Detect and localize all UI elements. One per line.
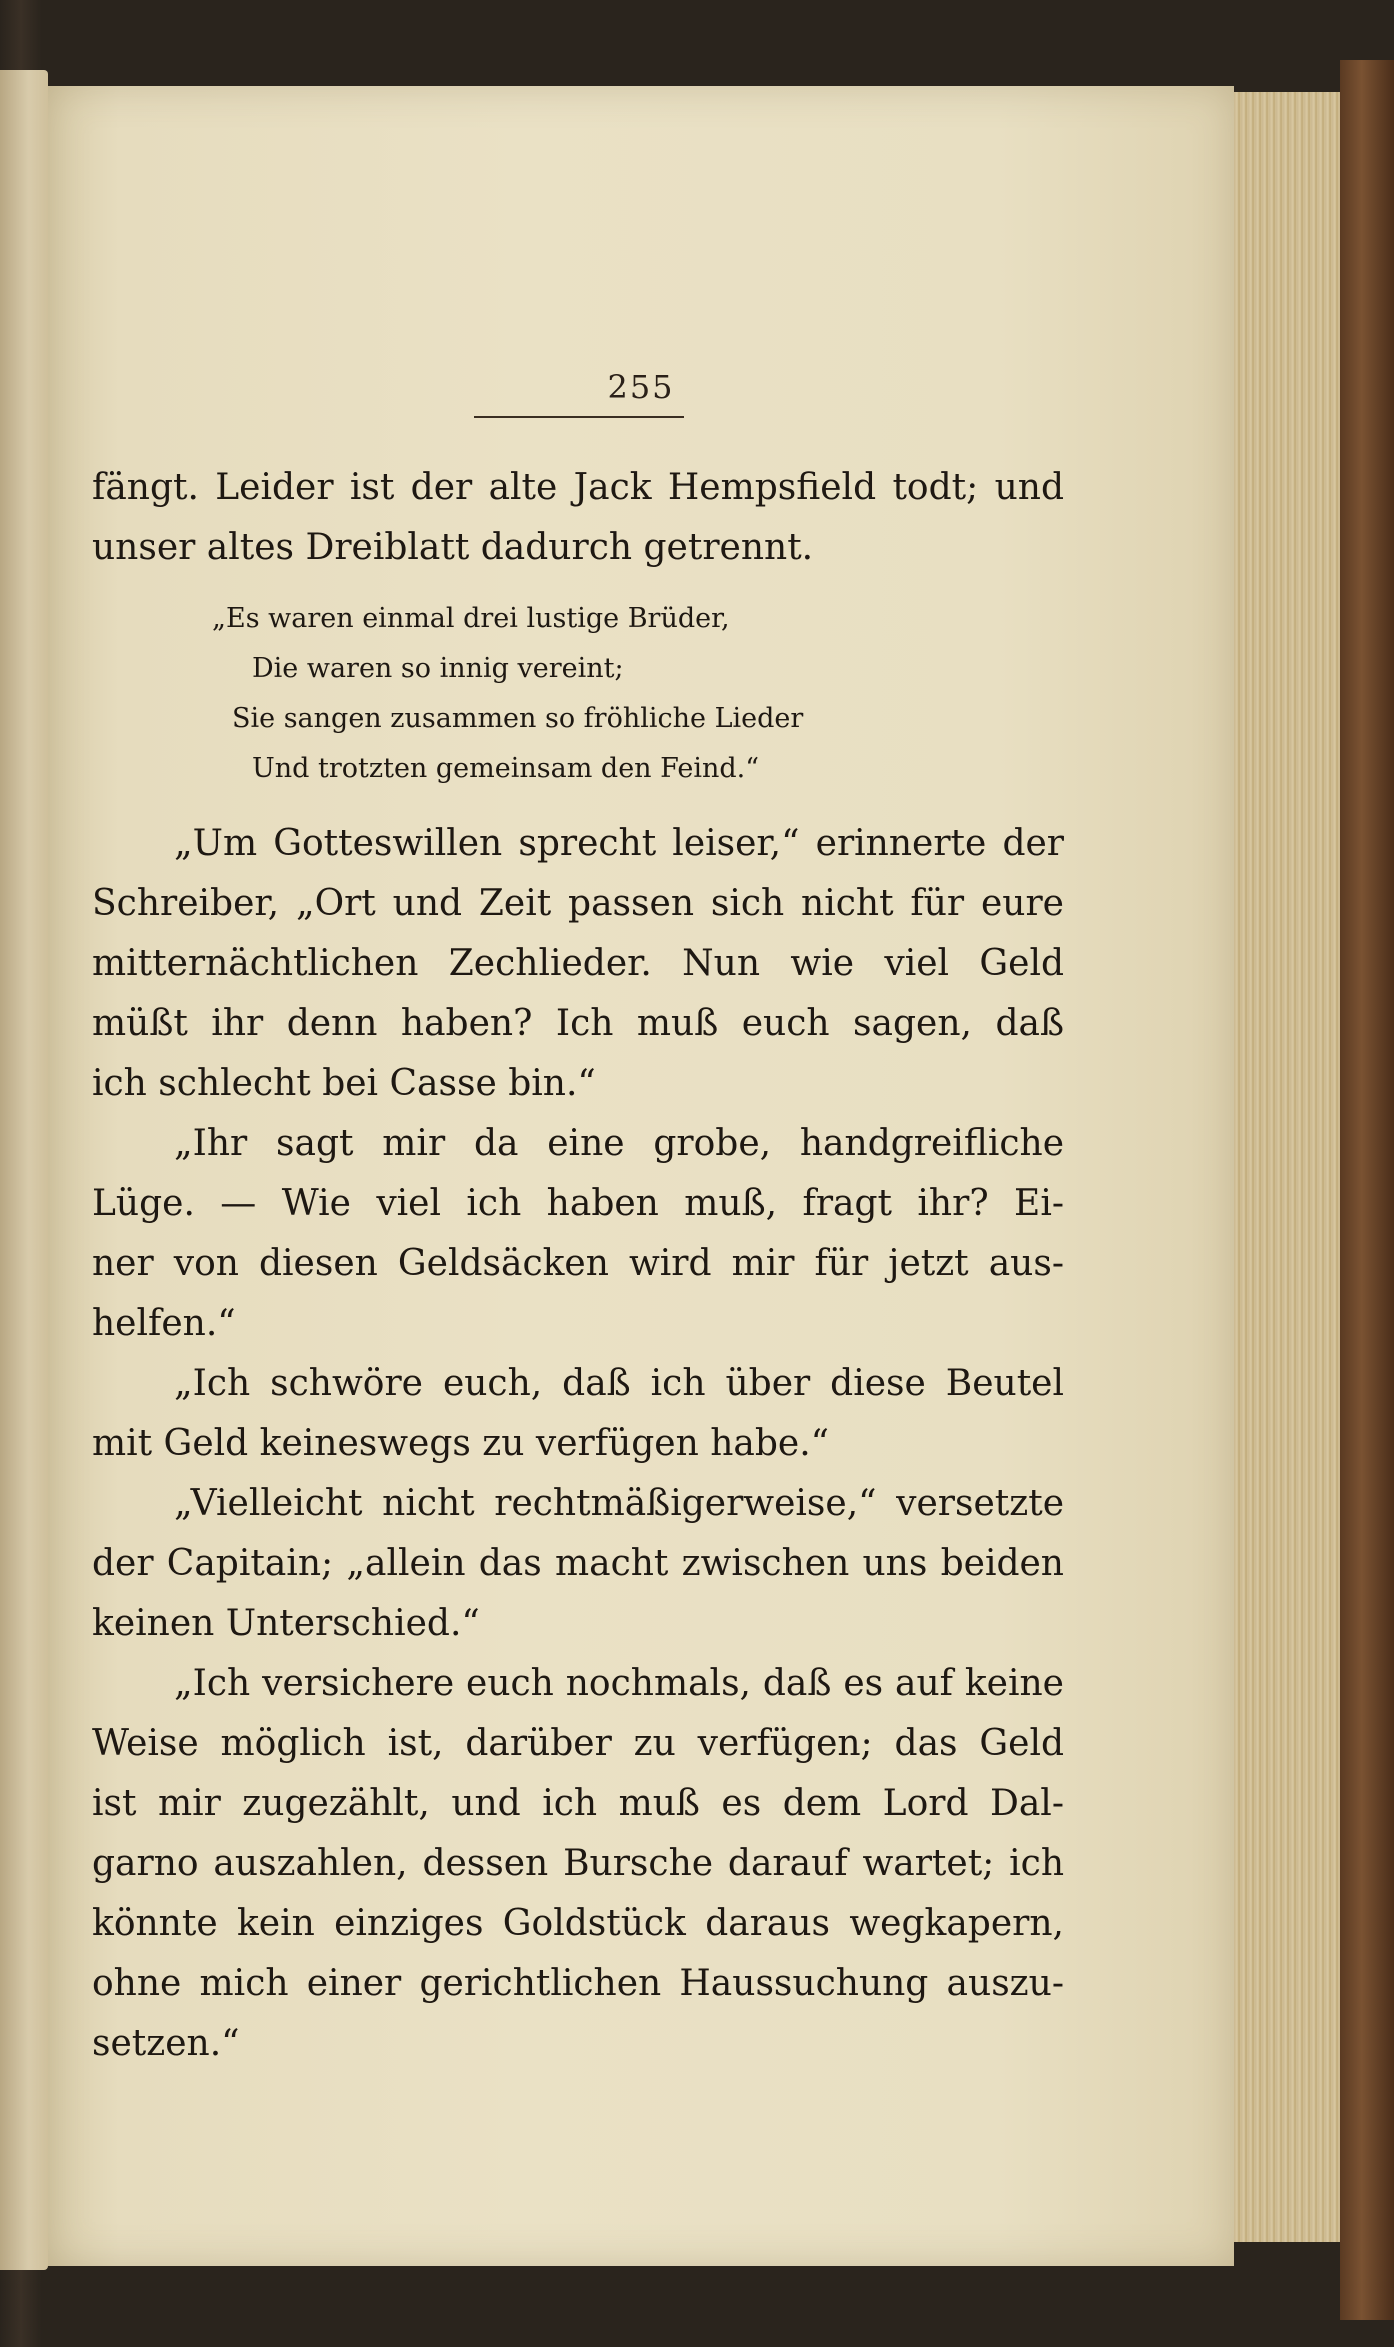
book-cover-edge [1340, 60, 1394, 2320]
text-line: unser altes Dreiblatt dadurch getrennt. [92, 527, 814, 568]
text-line: keinen Unterschied.“ [92, 1603, 480, 1644]
verse-line: „Es waren einmal drei lustige Brüder, [212, 603, 730, 634]
page-text [92, 458, 1064, 2074]
text-line: „Ich versichere euch nochmals, daß es auf keine [174, 1663, 1064, 1704]
text-line: könnte kein einziges Goldstück daraus wegkapern, [92, 1903, 1064, 1944]
text-line: fängt. Leider ist der alte Jack Hempsfield todt; und [92, 467, 1064, 508]
book-page [48, 86, 1234, 2266]
text-line: ist mir zugezählt, und ich muß es dem Lord Dal- [92, 1783, 1064, 1824]
text-line: „Ihr sagt mir da eine grobe, handgreifliche [174, 1123, 1064, 1164]
verse-block [92, 594, 1064, 794]
text-line: garno auszahlen, dessen Bursche darauf wartet; ich [92, 1843, 1064, 1884]
verse-line: Die waren so innig vereint; [252, 653, 624, 684]
page-number: 255 [607, 368, 675, 406]
page-stack-edges [1234, 92, 1350, 2242]
text-line: „Vielleicht nicht rechtmäßigerweise,“ versetzte [174, 1483, 1064, 1524]
text-line: Weise möglich ist, darüber zu verfügen; das Geld [92, 1723, 1064, 1764]
text-line: helfen.“ [92, 1303, 236, 1344]
text-line: setzen.“ [92, 2023, 240, 2064]
text-line: der Capitain; „allein das macht zwischen uns beiden [92, 1543, 1064, 1584]
text-line: „Um Gotteswillen sprecht leiser,“ erinnerte der [174, 823, 1064, 864]
text-line: mitternächtlichen Zechlieder. Nun wie viel Geld [92, 943, 1064, 984]
text-line: Schreiber, „Ort und Zeit passen sich nicht für eure [92, 883, 1064, 924]
verse-line: Sie sangen zusammen so fröhliche Lieder [232, 703, 804, 734]
text-line: ich schlecht bei Casse bin.“ [92, 1063, 596, 1104]
text-line: ner von diesen Geldsäcken wird mir für jetzt aus- [92, 1243, 1064, 1284]
page-number-rule [474, 416, 684, 418]
text-line: „Ich schwöre euch, daß ich über diese Beutel [174, 1363, 1064, 1404]
text-line: Lüge. — Wie viel ich haben muß, fragt ihr? Ei- [92, 1183, 1064, 1224]
previous-page-edge [0, 70, 48, 2270]
text-line: müßt ihr denn haben? Ich muß euch sagen, daß [92, 1003, 1064, 1044]
text-line: mit Geld keineswegs zu verfügen habe.“ [92, 1423, 830, 1464]
verse-line: Und trotzten gemeinsam den Feind.“ [252, 753, 760, 784]
text-line: ohne mich einer gerichtlichen Haussuchung auszu- [92, 1963, 1064, 2004]
